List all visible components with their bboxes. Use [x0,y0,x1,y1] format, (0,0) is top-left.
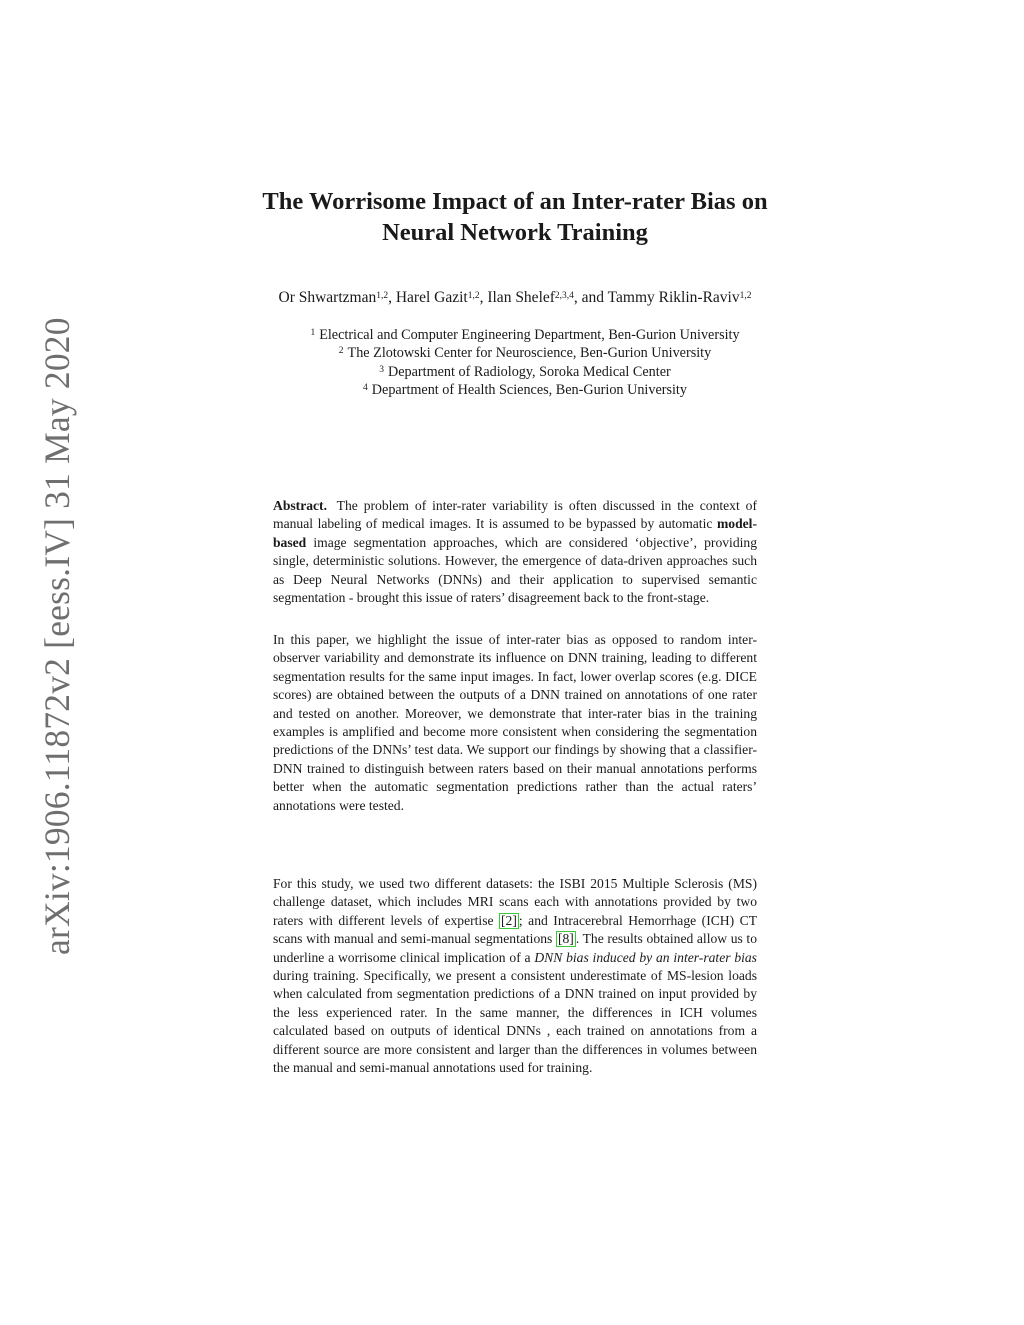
affiliation-text: Electrical and Computer Engineering Department, Ben-Gurion University [319,327,740,343]
author-name: Or Shwartzman [278,289,377,306]
author-1 [279,289,396,306]
author-4 [608,289,752,306]
study-text-2: ; and Intracerebral Hemorrhage (ICH) CT scans with manual and semi-manual segmentations [273,912,757,947]
author-name: Tammy Riklin-Raviv [607,289,740,306]
citation-link-2[interactable]: [2] [501,912,517,928]
abstract-paragraph-1 [273,497,757,607]
author-affil-marks: 1,2 [376,291,389,301]
abstract-text-a: The problem of inter-rater variability is often discussed in the context of manual labeling of medical images. It is assumed to be bypassed by automatic [273,498,757,532]
title-line-1: The Worrisome Impact of an Inter-rater Bias on [262,188,768,215]
author-affil-marks: 2,3,4 [554,291,574,301]
author-separator: , [388,289,396,306]
author-3 [487,289,607,306]
affiliation-2 [180,344,870,362]
affiliation-text: Department of Health Sciences, Ben-Gurion University [371,381,687,398]
affiliation-number: 2 [338,346,344,357]
study-text-3: . The results obtained allow us to underline a worrisome clinical implication of a [273,931,757,965]
affiliation-1 [180,326,870,344]
study-italic-phrase: DNN bias induced by an inter-rater bias [534,949,757,965]
study-text-1: For this study, we used two different datasets: the ISBI 2015 Multiple Sclerosis (MS) challenge dataset, which includes MRI scans each with annotations provided by two raters with different levels of expertise [273,876,757,928]
affiliation-4 [180,381,870,399]
title-line-2: Neural Network Training [382,219,648,246]
paper-title [160,186,870,248]
affiliation-3 [180,363,870,381]
author-affil-marks: 1,2 [467,291,480,301]
affiliation-text: Department of Radiology, Soroka Medical Center [387,363,671,380]
author-separator: , and [573,289,608,306]
author-2 [396,289,488,306]
affiliation-number: 1 [310,328,316,338]
author-name: Ilan Shelef [487,289,555,306]
study-text-4: during training. Specifically, we present a consistent underestimate of MS-lesion loads when calculated from segmentation predictions of a DNN trained on input provided by the less experienced rater. In the same manner, the differences in ICH volumes calculated based on outputs of identical DNNs , each trained on annotations from a different source are more consistent and larger than the differences in volumes between the manual and semi-manual annotations used for training. [273,968,757,1076]
abstract-text-b: image segmentation approaches, which are considered ‘objective’, providing single, deterministic solutions. However, the emergence of data-driven approaches such as Deep Neural Networks (DNNs) and their application to supervised semantic segmentation - brought this issue of raters’ disagreement back to the front-stage. [273,534,757,606]
author-separator: , [479,289,488,306]
author-name: Harel Gazit [395,289,468,306]
abstract-text-p2: In this paper, we highlight the issue of inter-rater bias as opposed to random inter-observer variability and demonstrate its influence on DNN training, leading to different segmentation results for the same input images. In fact, lower overlap scores (e.g. DICE scores) are obtained between the outputs of a DNN trained on annotations of one rater and tested on another. Moreover, we demonstrate that inter-rater bias in the training examples is amplified and become more consistent when considering the segmentation predictions of the DNNs’ test data. We support our findings by showing that a classifier-DNN trained to distinguish between raters based on their manual annotations performs better when the automatic segmentation predictions rather than the actual raters’ annotations were tested. [273,632,757,813]
citation-link-8[interactable]: [8] [557,931,574,947]
affiliation-number: 4 [363,382,368,393]
affiliation-number: 3 [379,364,384,375]
abstract-bold-term: model-based [273,516,757,550]
affiliation-text: The Zlotowski Center for Neuroscience, Ben-Gurion University [347,345,712,362]
arxiv-identifier: arXiv:1906.11872v2 [eess.IV] 31 May 2020 [37,317,77,955]
abstract-label: Abstract. [273,498,327,513]
study-paragraph [273,875,757,1077]
affiliation-list [180,326,870,399]
author-affil-marks: 1,2 [739,291,752,301]
author-list [150,288,880,308]
abstract-paragraph-2 [273,631,757,815]
